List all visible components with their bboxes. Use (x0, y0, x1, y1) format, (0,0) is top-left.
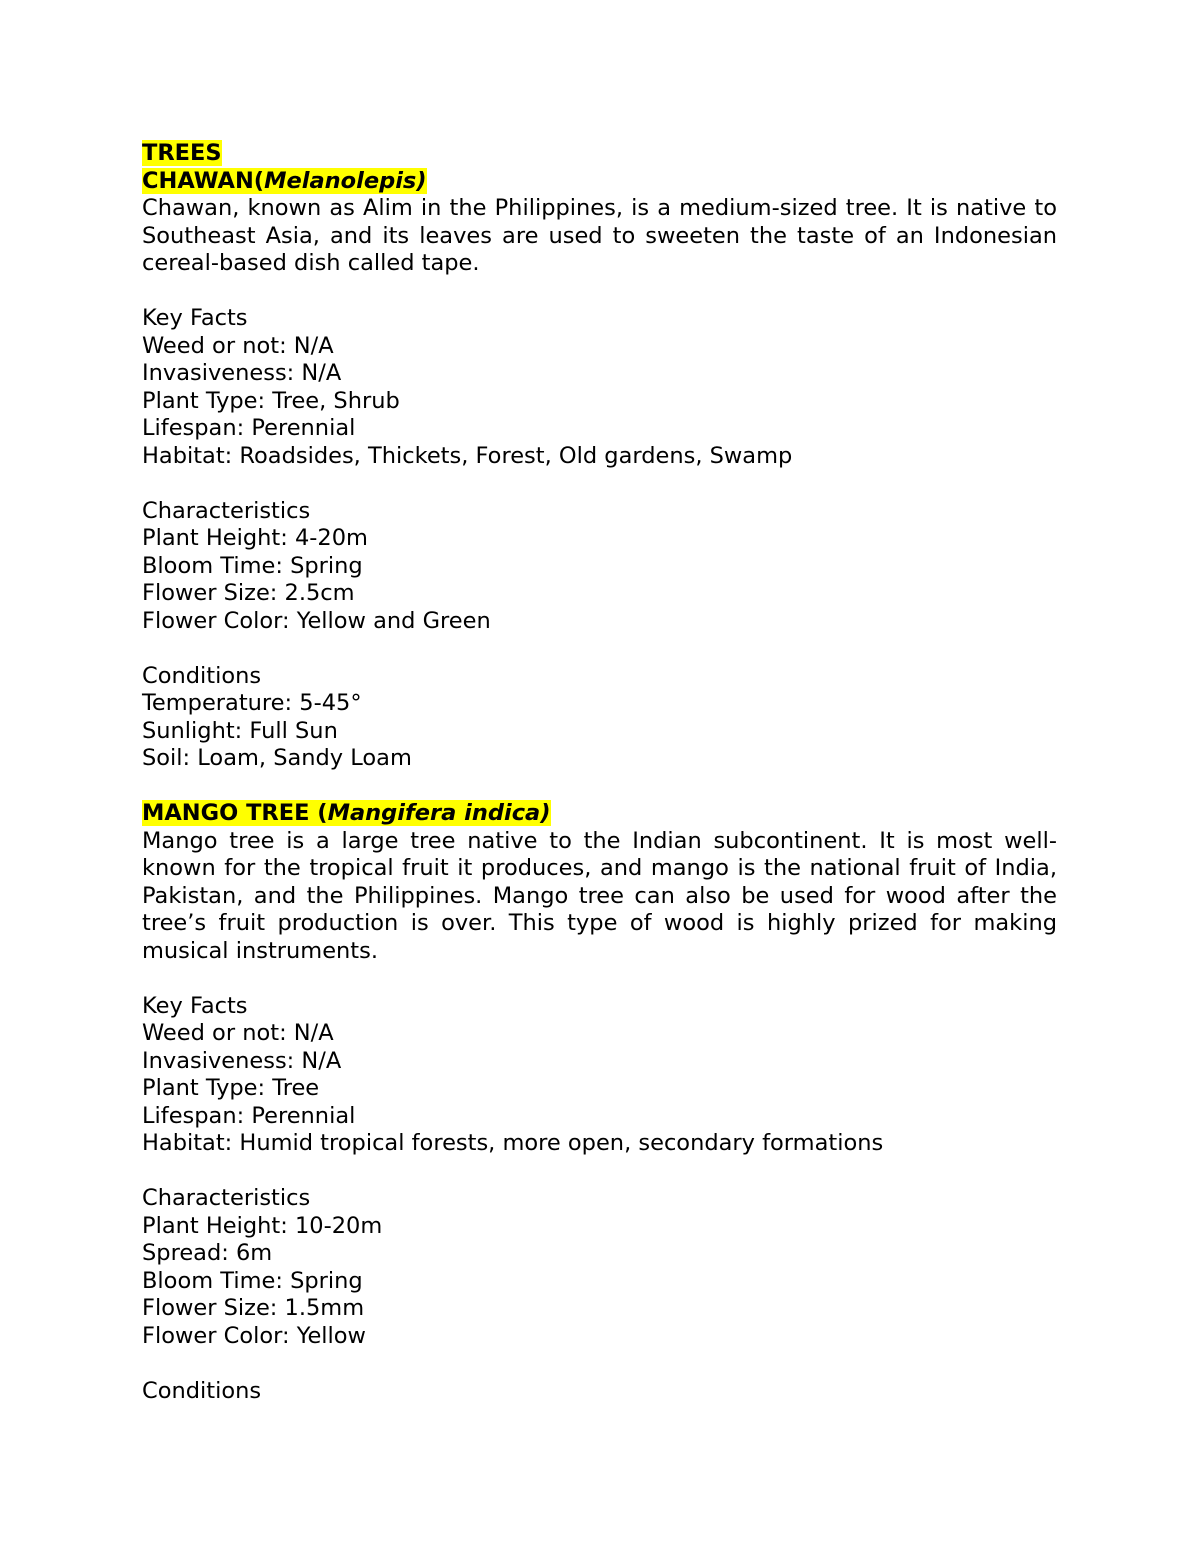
mango-title: MANGO TREE (Mangifera indica) (142, 800, 551, 826)
chawan-fact: Invasiveness: N/A (142, 360, 342, 386)
mango-characteristic: Spread: 6m (142, 1240, 273, 1266)
mango-fact: Lifespan: Perennial (142, 1102, 356, 1129)
mango-characteristics-title: Characteristics (142, 1185, 311, 1211)
chawan-characteristic: Bloom Time: Spring (142, 552, 363, 579)
chawan-fact: Habitat: Roadsides, Thickets, Forest, Old gardens, Swamp (142, 442, 793, 469)
chawan-title: CHAWAN(Melanolepis) (142, 167, 427, 194)
chawan-key-facts-title: Key Facts (142, 305, 248, 331)
chawan-fact: Plant Type: Tree, Shrub (142, 387, 400, 414)
chawan-condition: Soil: Loam, Sandy Loam (142, 745, 412, 771)
chawan-condition: Temperature: 5-45° (142, 690, 362, 716)
mango-fact: Invasiveness: N/A (142, 1047, 342, 1074)
section-heading: TREES (142, 140, 222, 166)
document-page (142, 140, 1057, 1405)
chawan-characteristic: Flower Size: 2.5cm (142, 580, 355, 606)
chawan-characteristics-title: Characteristics (142, 497, 311, 524)
chawan-characteristic: Flower Color: Yellow and Green (142, 607, 491, 634)
mango-fact: Plant Type: Tree (142, 1075, 320, 1101)
mango-characteristic: Plant Height: 10-20m (142, 1212, 383, 1239)
mango-key-facts-title: Key Facts (142, 992, 248, 1019)
mango-characteristic: Flower Color: Yellow (142, 1322, 366, 1349)
chawan-description: Chawan, known as Alim in the Philippines, is a medium-sized tree. It is native to Southeast Asia, and its leaves are used to sweeten the taste of an Indonesian cereal-based dish called tape. (142, 195, 1057, 276)
chawan-characteristic: Plant Height: 4-20m (142, 525, 368, 551)
mango-description: Mango tree is a large tree native to the Indian subcontinent. It is most well-known for the tropical fruit it produces, and mango is the national fruit of India, Pakistan, and the Philippines. Mango tree can also be used for wood after the tree’s fruit production is over. This type of wood is highly prized for making musical instruments. (142, 827, 1057, 964)
mango-characteristic: Flower Size: 1.5mm (142, 1295, 365, 1321)
chawan-conditions-title: Conditions (142, 662, 262, 689)
mango-conditions-title: Conditions (142, 1377, 262, 1404)
mango-characteristic: Bloom Time: Spring (142, 1267, 363, 1294)
mango-fact: Habitat: Humid tropical forests, more open, secondary formations (142, 1130, 884, 1156)
chawan-fact: Lifespan: Perennial (142, 415, 356, 441)
mango-fact: Weed or not: N/A (142, 1020, 334, 1046)
chawan-fact: Weed or not: N/A (142, 332, 334, 359)
chawan-condition: Sunlight: Full Sun (142, 717, 338, 744)
